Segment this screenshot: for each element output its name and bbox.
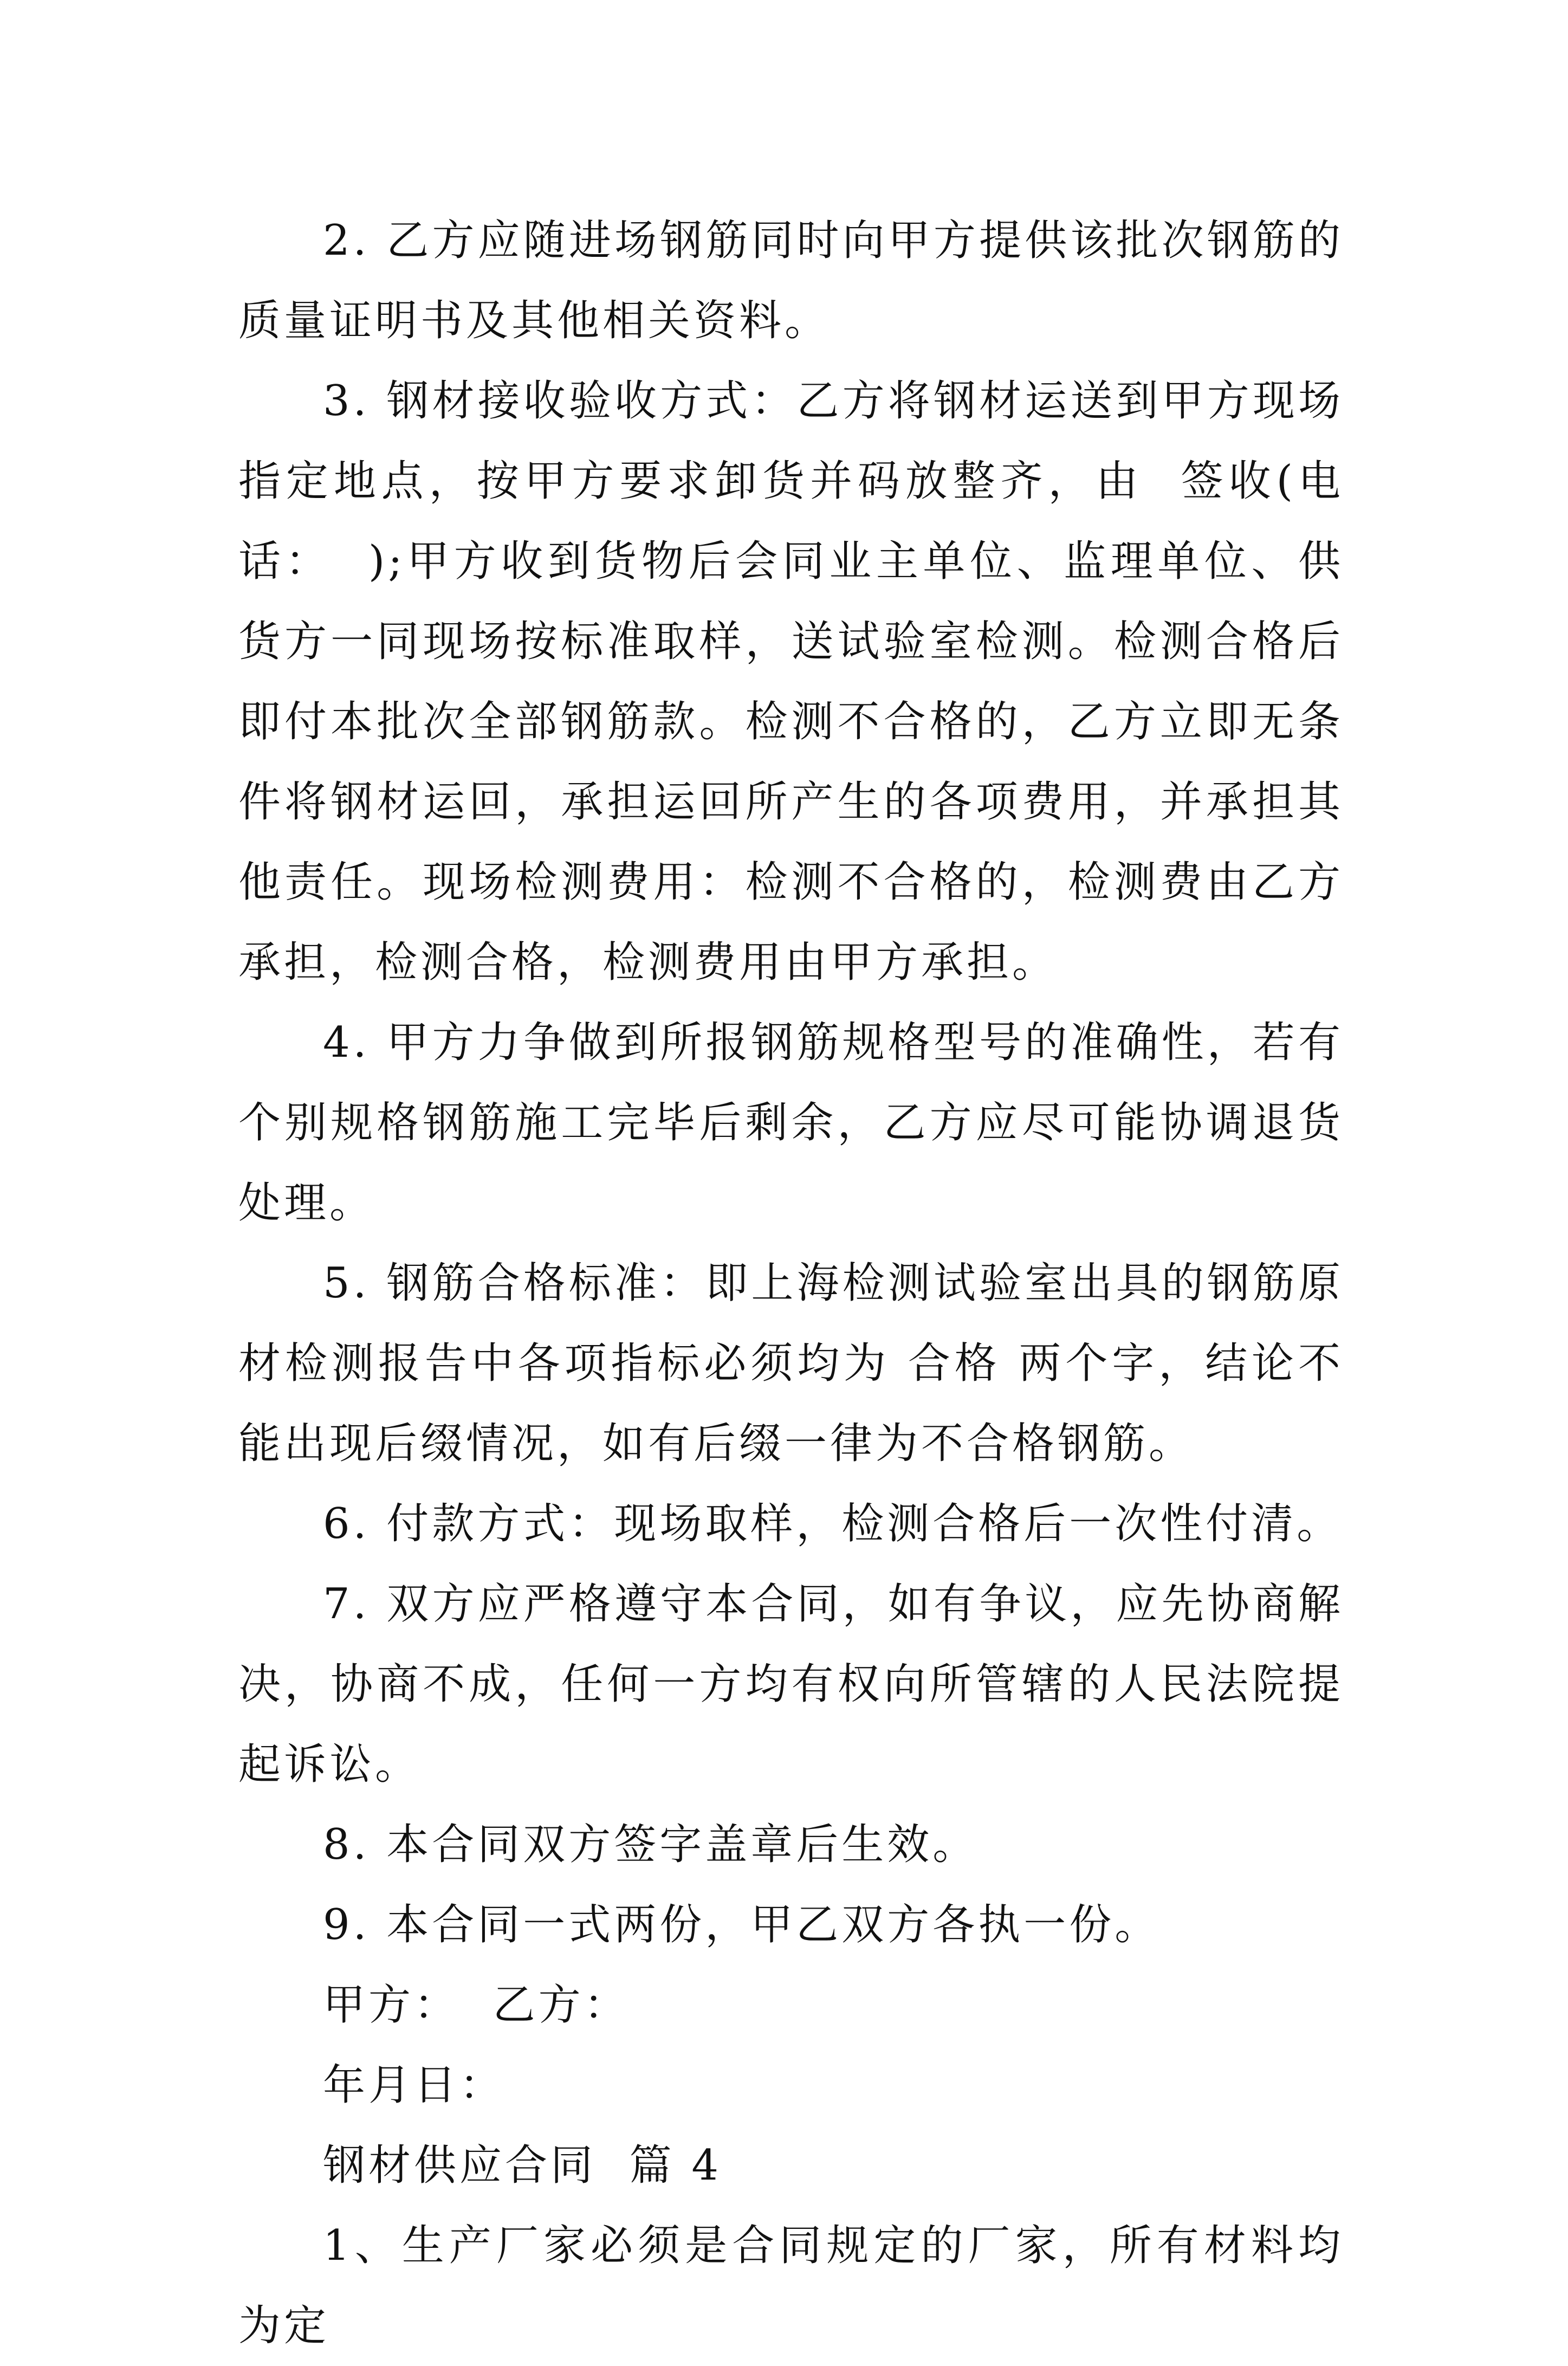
date-line: 年月日： xyxy=(323,2061,506,2110)
clause-2: 2. 乙方应随进场钢筋同时向甲方提供该批次钢筋的质量证明书及其他相关资料。 xyxy=(238,216,1344,345)
contract-body xyxy=(238,201,1344,2366)
signature-line: 甲方： 乙方： xyxy=(323,1981,630,2029)
section-4-clause-1: 1、生产厂家必须是合同规定的厂家，所有材料均为定 xyxy=(238,2221,1344,2350)
clause-7: 7. 双方应严格遵守本合同，如有争议，应先协商解决，协商不成，任何一方均有权向所管辖的人民法院提起诉讼。 xyxy=(238,1580,1344,1789)
clause-6: 6. 付款方式：现场取样，检测合格后一次性付清。 xyxy=(323,1499,1343,1548)
clause-4: 4. 甲方力争做到所报钢筋规格型号的准确性，若有个别规格钢筋施工完毕后剩余，乙方应尽可能协调退货处理。 xyxy=(238,1018,1344,1227)
clause-9: 9. 本合同一式两份，甲乙双方各执一份。 xyxy=(323,1900,1161,1949)
clause-3: 3. 钢材接收验收方式：乙方将钢材运送到甲方现场指定地点，按甲方要求卸货并码放整齐，由 签收(电话： );甲方收到货物后会同业主单位、监理单位、供货方一同现场按标准取样，送试验室检测。检测合格后即付本批次全部钢筋款。检测不合格的，乙方立即无条件将钢材运回，承担运回所产生的各项费用，并承担其他责任。现场检测费用：检测不合格的，检测费由乙方承担，检测合格，检测费用由甲方承担。 xyxy=(238,377,1344,987)
section-title: 钢材供应合同 篇 4 xyxy=(323,2141,722,2190)
clause-5: 5. 钢筋合格标准：即上海检测试验室出具的钢筋原材检测报告中各项指标必须均为 合格 两个字，结论不能出现后缀情况，如有后缀一律为不合格钢筋。 xyxy=(238,1259,1344,1468)
clause-8: 8. 本合同双方签字盖章后生效。 xyxy=(323,1820,979,1869)
